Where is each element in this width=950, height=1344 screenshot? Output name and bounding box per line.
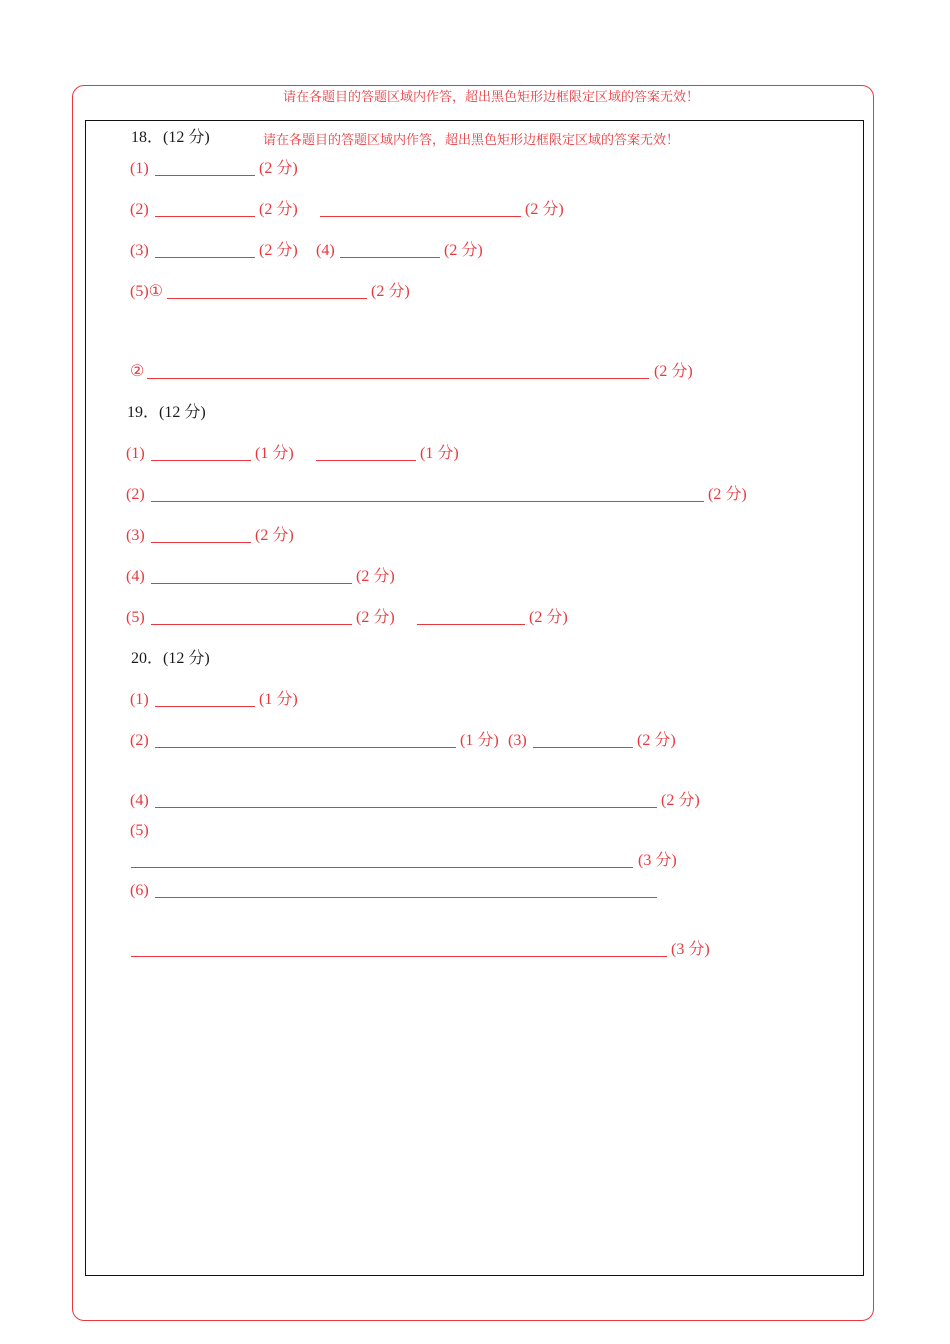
q20-2-points: (1 分): [460, 732, 499, 749]
q19-4-number: (4): [126, 568, 145, 585]
q18-3-points: (2 分): [259, 242, 298, 259]
q18-5-number: (5)①: [130, 283, 163, 300]
q18-5a-answer-line[interactable]: [167, 298, 367, 299]
q20-4-answer-line[interactable]: [155, 807, 657, 808]
q18-3-answer-line[interactable]: [155, 257, 255, 258]
q20-3-answer-line[interactable]: [533, 747, 633, 748]
q18-2-points-a: (2 分): [259, 201, 298, 218]
q19-heading: 19．(12 分): [127, 404, 206, 421]
q20-4-number: (4): [130, 792, 149, 809]
q18-heading: 18．(12 分): [131, 129, 210, 146]
q19-1-answer-line-a[interactable]: [151, 460, 251, 461]
q19-1-points-a: (1 分): [255, 445, 294, 462]
q18-5a-points: (2 分): [371, 283, 410, 300]
q19-2-points: (2 分): [708, 486, 747, 503]
q20-5-number: (5): [130, 822, 149, 839]
q18-5b-answer-line[interactable]: [147, 378, 649, 379]
q19-2-number: (2): [126, 486, 145, 503]
q20-1-number: (1): [130, 691, 149, 708]
q19-5-points-a: (2 分): [356, 609, 395, 626]
q19-5-answer-line-b[interactable]: [417, 624, 525, 625]
q19-1-answer-line-b[interactable]: [316, 460, 416, 461]
q20-1-answer-line[interactable]: [155, 706, 255, 707]
q19-2-answer-line[interactable]: [151, 501, 704, 502]
q18-2-points-b: (2 分): [525, 201, 564, 218]
q20-2-answer-line[interactable]: [155, 747, 456, 748]
q19-4-answer-line[interactable]: [151, 583, 352, 584]
q20-3-number: (3): [508, 732, 527, 749]
q19-1-points-b: (1 分): [420, 445, 459, 462]
q19-4-points: (2 分): [356, 568, 395, 585]
q20-6-answer-line-b[interactable]: [131, 956, 667, 957]
q18-1-number: (1): [130, 160, 149, 177]
q18-4-points: (2 分): [444, 242, 483, 259]
q19-5-number: (5): [126, 609, 145, 626]
q20-2-number: (2): [130, 732, 149, 749]
q19-5-answer-line-a[interactable]: [151, 624, 352, 625]
q18-4-number: (4): [316, 242, 335, 259]
q18-2-number: (2): [130, 201, 149, 218]
q19-3-number: (3): [126, 527, 145, 544]
q18-5b-number: ②: [130, 363, 145, 380]
q18-3-number: (3): [130, 242, 149, 259]
q18-1-points: (2 分): [259, 160, 298, 177]
q20-6-answer-line-a[interactable]: [155, 897, 657, 898]
q20-4-points: (2 分): [661, 792, 700, 809]
top-warning: 请在各题目的答题区域内作答，超出黑色矩形边框限定区域的答案无效！: [283, 89, 700, 104]
q18-1-answer-line[interactable]: [155, 175, 255, 176]
q20-5-points: (3 分): [638, 852, 677, 869]
q20-5-answer-line[interactable]: [131, 867, 633, 868]
answer-region-box: [85, 120, 864, 1276]
q18-5b-points: (2 分): [654, 363, 693, 380]
q18-2-answer-line-a[interactable]: [155, 216, 255, 217]
q20-6-number: (6): [130, 882, 149, 899]
q20-1-points: (1 分): [259, 691, 298, 708]
q19-5-points-b: (2 分): [529, 609, 568, 626]
q20-heading: 20．(12 分): [131, 650, 210, 667]
q19-3-points: (2 分): [255, 527, 294, 544]
q20-3-points: (2 分): [637, 732, 676, 749]
q18-2-answer-line-b[interactable]: [320, 216, 521, 217]
q19-3-answer-line[interactable]: [151, 542, 251, 543]
q20-6-points: (3 分): [671, 941, 710, 958]
q19-1-number: (1): [126, 445, 145, 462]
q18-warning: 请在各题目的答题区域内作答，超出黑色矩形边框限定区域的答案无效！: [263, 132, 680, 147]
q18-4-answer-line[interactable]: [340, 257, 440, 258]
